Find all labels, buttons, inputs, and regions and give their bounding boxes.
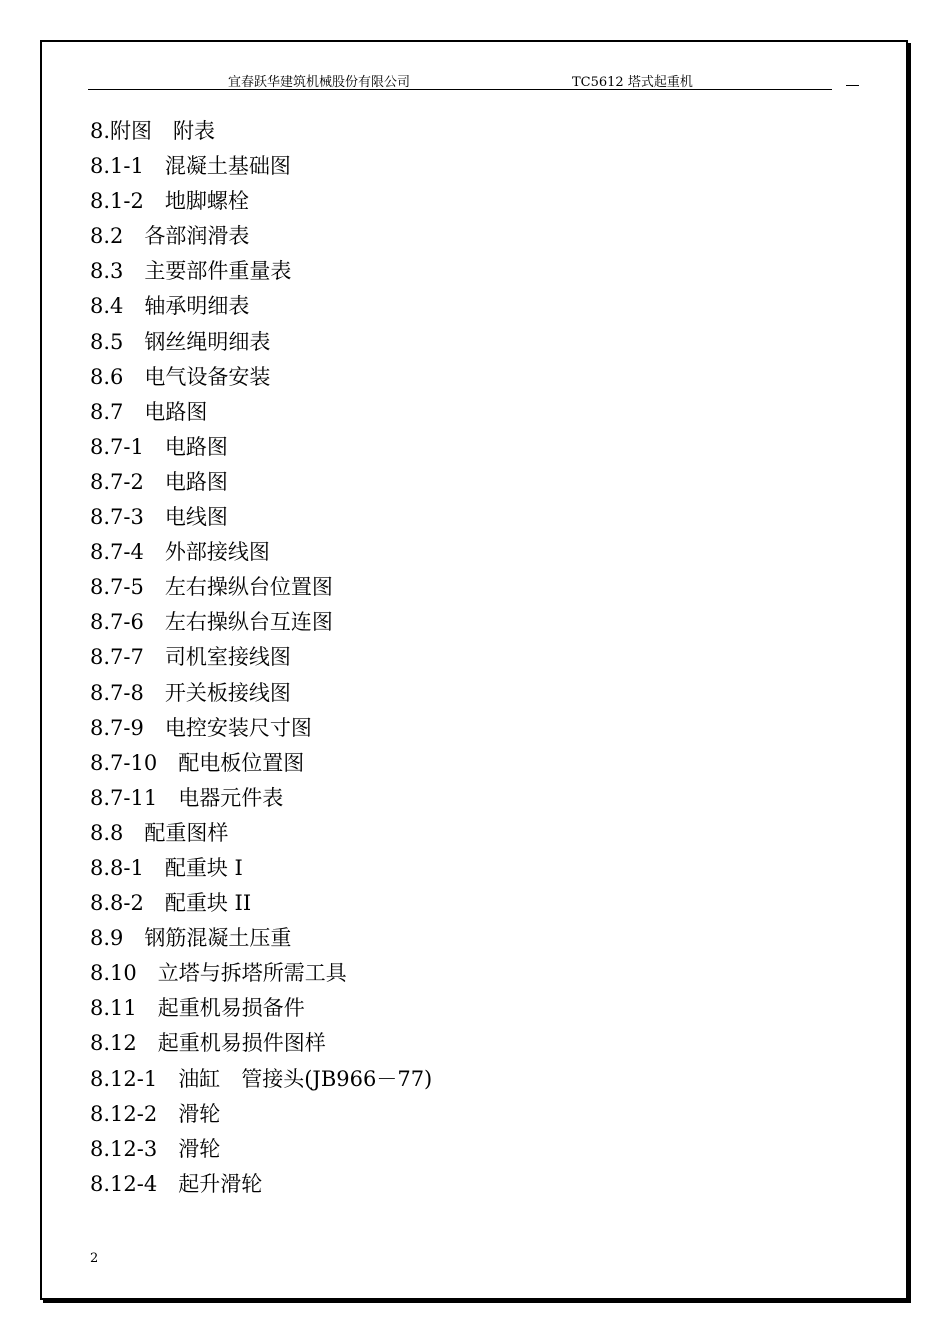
page-number: 2 xyxy=(90,1251,99,1266)
toc-item: 8.4 轴承明细表 xyxy=(90,294,250,319)
toc-item: 8.12-1 油缸 管接头(JB966－77) xyxy=(90,1066,433,1091)
toc-item: 8.3 主要部件重量表 xyxy=(90,259,292,284)
toc-item: 8.12 起重机易损件图样 xyxy=(90,1031,326,1056)
toc-item: 8.6 电气设备安装 xyxy=(90,364,271,389)
toc-item: 8.7-7 司机室接线图 xyxy=(90,645,291,670)
toc-item: 8.12-3 滑轮 xyxy=(90,1136,221,1161)
header-company-name: 宜春跃华建筑机械股份有限公司 xyxy=(228,75,411,90)
toc-item: 8.8-2 配重块 II xyxy=(90,891,252,916)
toc-item: 8.7-11 电器元件表 xyxy=(90,785,284,810)
toc-item: 8.12-2 滑轮 xyxy=(90,1101,221,1126)
toc-item: 8.8-1 配重块 I xyxy=(90,855,243,880)
toc-item: 8.7-2 电路图 xyxy=(90,469,228,494)
toc-item: 8.2 各部润滑表 xyxy=(90,224,250,249)
toc-item: 8.7-4 外部接线图 xyxy=(90,540,270,565)
toc-item: 8.7-6 左右操纵台互连图 xyxy=(90,610,333,635)
toc-item: 8.7-8 开关板接线图 xyxy=(90,680,291,705)
table-of-contents xyxy=(90,114,432,1202)
toc-item: 8.5 钢丝绳明细表 xyxy=(90,329,271,354)
running-header xyxy=(88,70,832,90)
toc-item: 8.7-1 电路图 xyxy=(90,434,228,459)
toc-item: 8.12-4 起升滑轮 xyxy=(90,1171,263,1196)
toc-item: 8.附图 附表 xyxy=(90,119,216,143)
toc-item: 8.7-5 左右操纵台位置图 xyxy=(90,575,333,600)
toc-item: 8.7 电路图 xyxy=(90,399,208,424)
toc-item: 8.11 起重机易损备件 xyxy=(90,996,305,1021)
toc-item: 8.7-10 配电板位置图 xyxy=(90,750,305,775)
toc-item: 8.10 立塔与拆塔所需工具 xyxy=(90,961,347,986)
toc-item: 8.7-9 电控安装尺寸图 xyxy=(90,715,312,740)
toc-item: 8.7-3 电线图 xyxy=(90,505,228,530)
toc-item: 8.8 配重图样 xyxy=(90,820,229,845)
toc-item: 8.9 钢筋混凝土压重 xyxy=(90,926,292,951)
header-document-title: TC5612 塔式起重机 xyxy=(572,75,693,90)
toc-item: 8.1-2 地脚螺栓 xyxy=(90,189,249,214)
toc-item: 8.1-1 混凝土基础图 xyxy=(90,154,291,179)
header-dash-mark xyxy=(846,85,859,86)
